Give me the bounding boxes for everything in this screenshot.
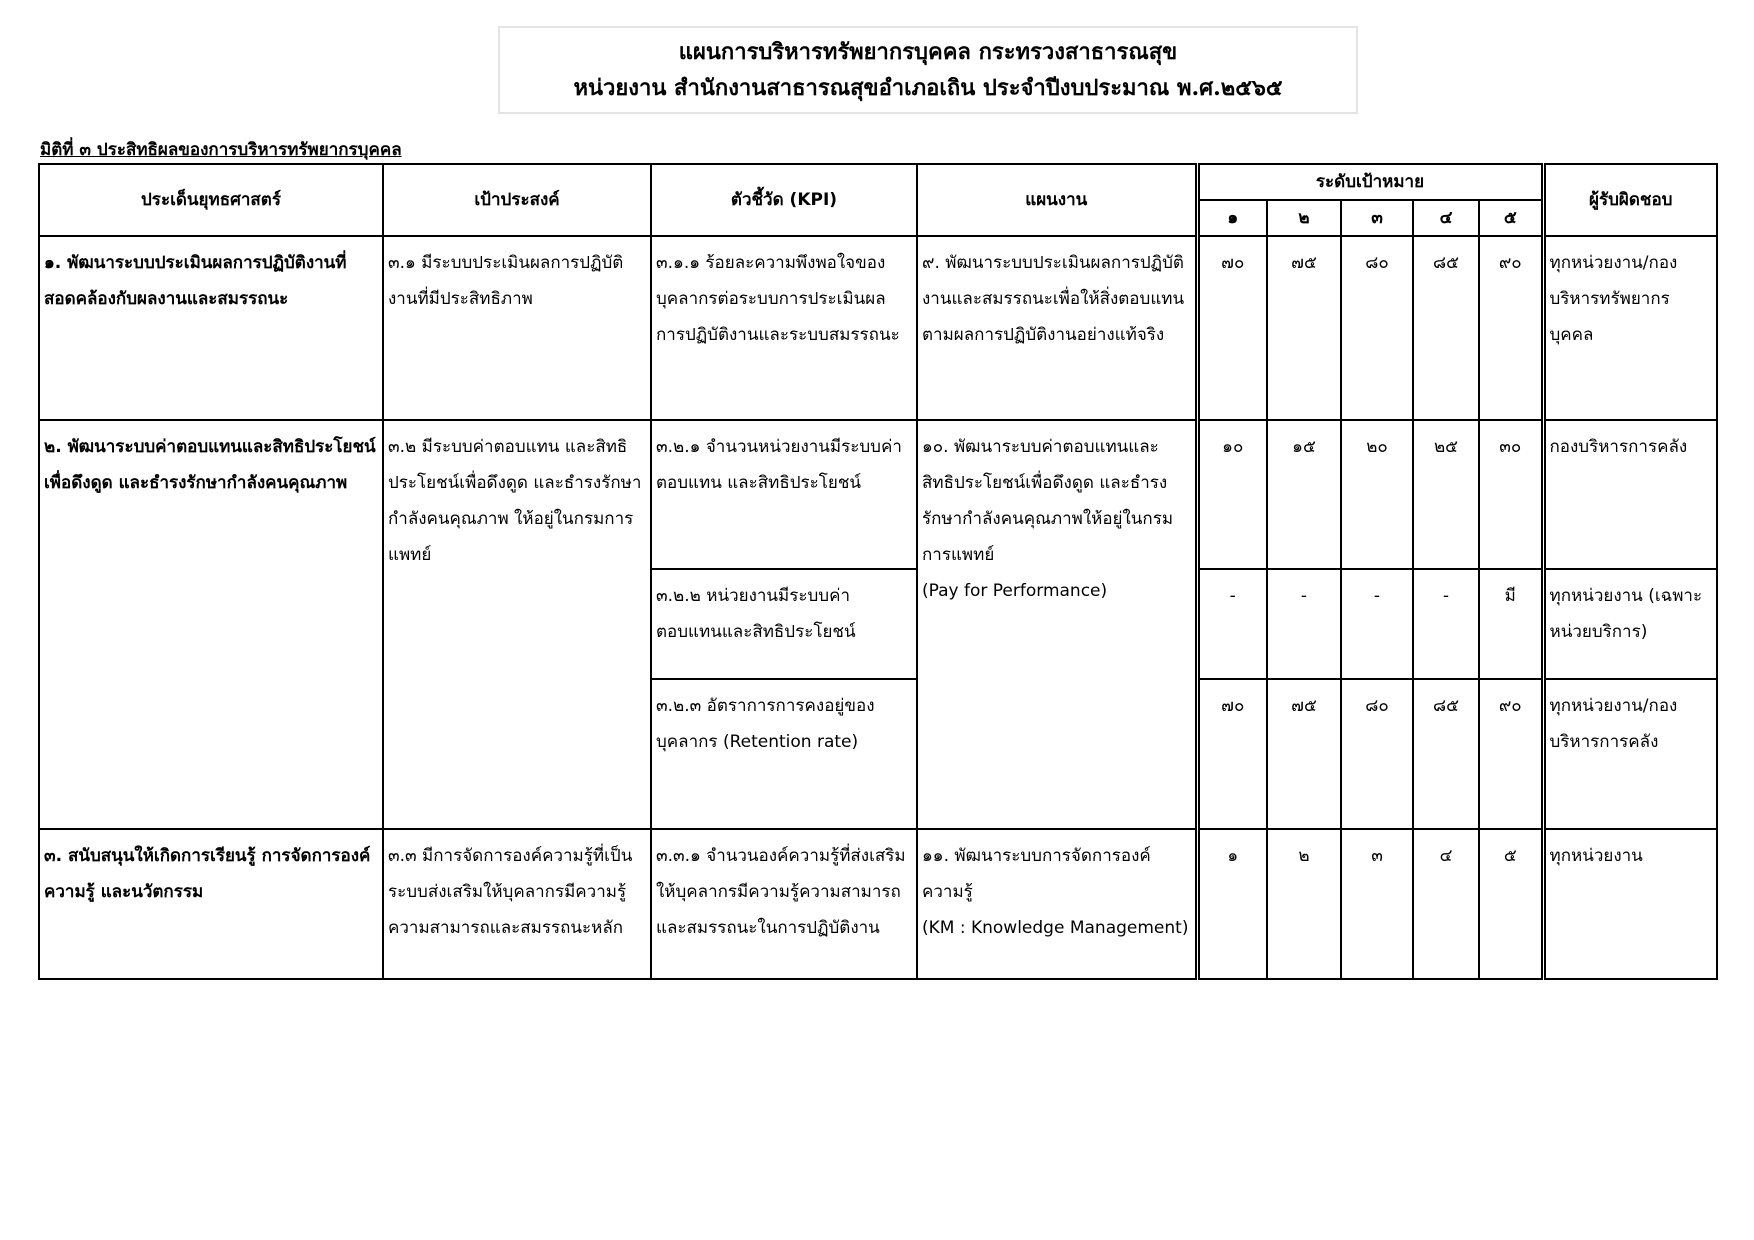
level-5-cell: ๕	[1479, 829, 1543, 979]
header-level-1: ๑	[1197, 200, 1267, 236]
section-heading: มิติที่ ๓ ประสิทธิผลของการบริหารทรัพยากรบุคคล	[40, 140, 402, 160]
responsible-cell: ทุกหน่วยงาน (เฉพาะหน่วยบริการ)	[1543, 569, 1717, 679]
level-2-cell: ๒	[1267, 829, 1341, 979]
plan-cell	[917, 829, 1197, 979]
level-4-cell: ๔	[1413, 829, 1479, 979]
strategy-cell: ๓. สนับสนุนให้เกิดการเรียนรู้ การจัดการองค์ความรู้ และนวัตกรรม	[39, 829, 383, 979]
kpi-cell: ๓.๑.๑ ร้อยละความพึงพอใจของบุคลากรต่อระบบการประเมินผลการปฏิบัติงานและระบบสมรรถนะ	[651, 236, 917, 420]
header-row-top	[39, 164, 1717, 200]
level-3-cell: ๒๐	[1341, 420, 1413, 569]
goal-cell: ๓.๒ มีระบบค่าตอบแทน และสิทธิประโยชน์เพื่อดึงดูด และธำรงรักษากำลังคนคุณภาพ ให้อยู่ในกรมการแพทย์	[383, 420, 651, 829]
level-4-cell: ๘๕	[1413, 679, 1479, 829]
goal-cell: ๓.๑ มีระบบประเมินผลการปฏิบัติงานที่มีประสิทธิภาพ	[383, 236, 651, 420]
level-2-cell: ๑๕	[1267, 420, 1341, 569]
level-2-cell: -	[1267, 569, 1341, 679]
table-row	[39, 236, 1717, 420]
plan-text: ๑๑. พัฒนาระบบการจัดการองค์ความรู้	[922, 846, 1151, 902]
responsible-cell: ทุกหน่วยงาน/กองบริหารทรัพยากรบุคคล	[1543, 236, 1717, 420]
responsible-cell: ทุกหน่วยงาน	[1543, 829, 1717, 979]
plan-note: (Pay for Performance)	[922, 581, 1108, 601]
level-3-cell: ๓	[1341, 829, 1413, 979]
header-level-3: ๓	[1341, 200, 1413, 236]
level-3-cell: ๘๐	[1341, 236, 1413, 420]
level-5-cell: มี	[1479, 569, 1543, 679]
header-plan: แผนงาน	[917, 164, 1197, 236]
header-target-level: ระดับเป้าหมาย	[1197, 164, 1543, 200]
goal-cell: ๓.๓ มีการจัดการองค์ความรู้ที่เป็นระบบส่งเสริมให้บุคลากรมีความรู้ความสามารถและสมรรถนะหลัก	[383, 829, 651, 979]
plan-text: ๑๐. พัฒนาระบบค่าตอบแทนและสิทธิประโยชน์เพื่อดึงดูด และธำรงรักษากำลังคนคุณภาพให้อยู่ในกรมการแพทย์	[922, 437, 1174, 565]
kpi-cell: ๓.๒.๑ จำนวนหน่วยงานมีระบบค่าตอบแทน และสิทธิประโยชน์	[651, 420, 917, 569]
level-2-cell: ๗๕	[1267, 236, 1341, 420]
level-5-cell: ๙๐	[1479, 679, 1543, 829]
level-1-cell: ๗๐	[1197, 236, 1267, 420]
plan-note: (KM : Knowledge Management)	[922, 918, 1189, 938]
kpi-cell: ๓.๒.๓ อัตราการการคงอยู่ของบุคลากร (Retention rate)	[651, 679, 917, 829]
level-4-cell: ๘๕	[1413, 236, 1479, 420]
level-1-cell: ๑	[1197, 829, 1267, 979]
header-level-5: ๕	[1479, 200, 1543, 236]
level-3-cell: ๘๐	[1341, 679, 1413, 829]
strategy-cell: ๒. พัฒนาระบบค่าตอบแทนและสิทธิประโยชน์เพื่อดึงดูด และธำรงรักษากำลังคนคุณภาพ	[39, 420, 383, 829]
document-title-box	[498, 26, 1358, 114]
level-5-cell: ๙๐	[1479, 236, 1543, 420]
table-row	[39, 420, 1717, 569]
responsible-cell: ทุกหน่วยงาน/กองบริหารการคลัง	[1543, 679, 1717, 829]
responsible-cell: กองบริหารการคลัง	[1543, 420, 1717, 569]
level-3-cell: -	[1341, 569, 1413, 679]
document-title-line-2: หน่วยงาน สำนักงานสาธารณสุขอำเภอเถิน ประจำปีงบประมาณ พ.ศ.๒๕๖๕	[573, 75, 1283, 101]
header-responsible: ผู้รับผิดชอบ	[1543, 164, 1717, 236]
header-strategy: ประเด็นยุทธศาสตร์	[39, 164, 383, 236]
strategy-cell: ๑. พัฒนาระบบประเมินผลการปฏิบัติงานที่สอดคล้องกับผลงานและสมรรถนะ	[39, 236, 383, 420]
level-1-cell: -	[1197, 569, 1267, 679]
kpi-cell: ๓.๒.๒ หน่วยงานมีระบบค่าตอบแทนและสิทธิประโยชน์	[651, 569, 917, 679]
level-4-cell: -	[1413, 569, 1479, 679]
header-level-4: ๔	[1413, 200, 1479, 236]
header-level-2: ๒	[1267, 200, 1341, 236]
document-title-line-1: แผนการบริหารทรัพยากรบุคคล กระทรวงสาธารณสุข	[678, 39, 1178, 65]
level-1-cell: ๗๐	[1197, 679, 1267, 829]
level-2-cell: ๗๕	[1267, 679, 1341, 829]
kpi-cell: ๓.๓.๑ จำนวนองค์ความรู้ที่ส่งเสริมให้บุคลากรมีความรู้ความสามารถและสมรรถนะในการปฏิบัติงาน	[651, 829, 917, 979]
level-4-cell: ๒๕	[1413, 420, 1479, 569]
plan-cell	[917, 420, 1197, 829]
level-1-cell: ๑๐	[1197, 420, 1267, 569]
header-kpi: ตัวชี้วัด (KPI)	[651, 164, 917, 236]
level-5-cell: ๓๐	[1479, 420, 1543, 569]
table-row	[39, 829, 1717, 979]
hr-plan-table	[38, 163, 1718, 980]
header-goal: เป้าประสงค์	[383, 164, 651, 236]
plan-cell: ๙. พัฒนาระบบประเมินผลการปฏิบัติงานและสมรรถนะเพื่อให้สิ่งตอบแทนตามผลการปฏิบัติงานอย่างแท้จริง	[917, 236, 1197, 420]
